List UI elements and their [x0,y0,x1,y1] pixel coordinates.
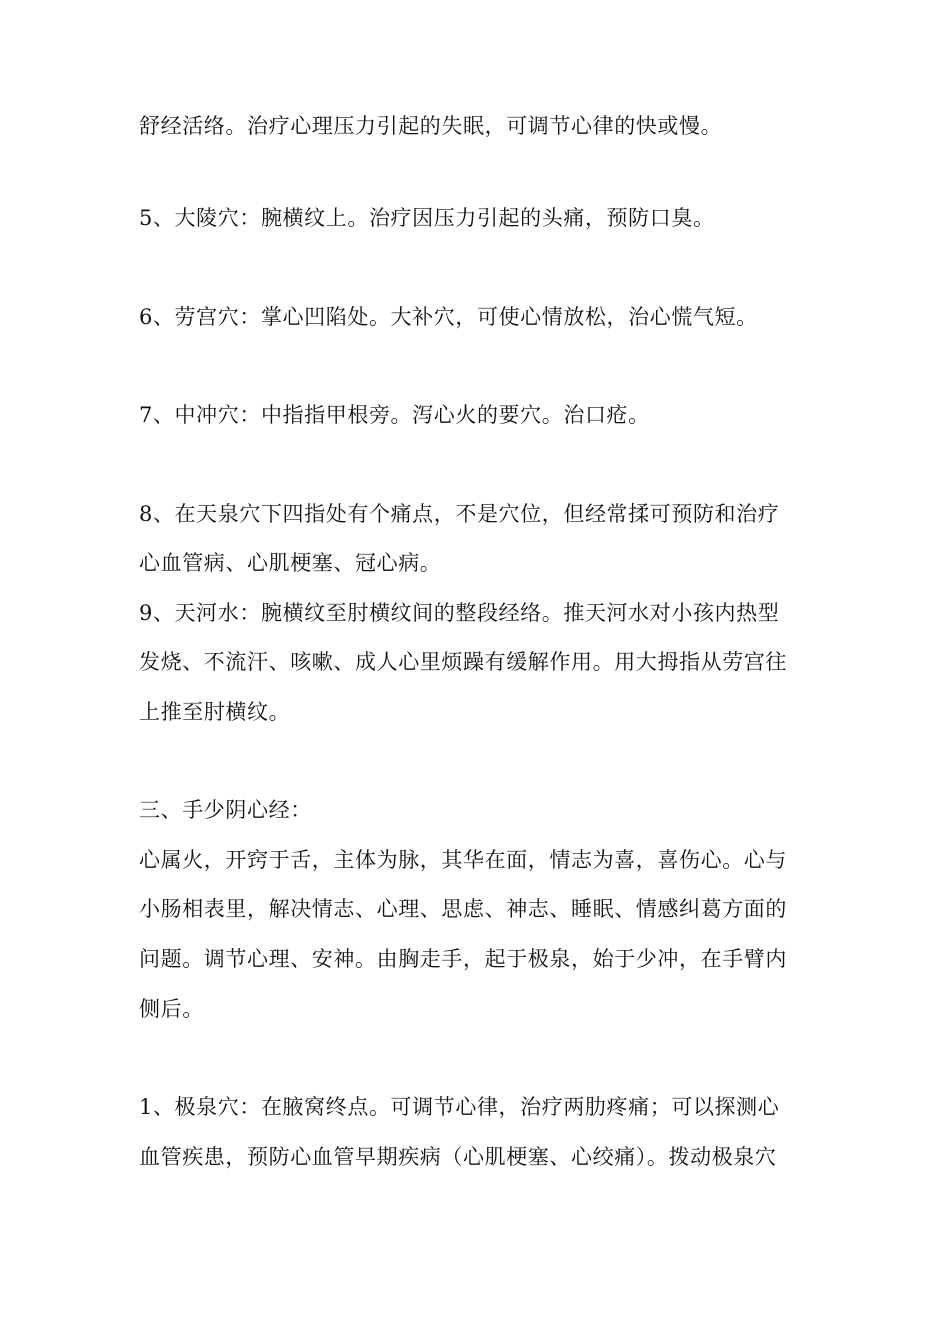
text-line: 1、极泉穴：在腋窝终点。可调节心律，治疗两肋疼痛；可以探测心 [139,1095,780,1119]
text-line: 心血管病、心肌梗塞、冠心病。 [139,551,442,575]
text-line: 舒经活络。治疗心理压力引起的失眠，可调节心律的快或慢。 [139,114,723,138]
text-line: 6、劳宫穴：掌心凹陷处。大补穴，可使心情放松，治心慌气短。 [139,305,758,329]
text-line: 小肠相表里，解决情志、心理、思虑、神志、睡眠、情感纠葛方面的 [139,897,787,921]
text-line: 侧后。 [139,997,204,1021]
text-line: 发烧、不流汗、咳嗽、成人心里烦躁有缓解作用。用大拇指从劳宫往 [139,650,787,674]
text-line: 5、大陵穴：腕横纹上。治疗因压力引起的头痛，预防口臭。 [139,206,715,230]
text-line: 9、天河水：腕横纹至肘横纹间的整段经络。推天河水对小孩内热型 [139,601,780,625]
text-line: 8、在天泉穴下四指处有个痛点，不是穴位，但经常揉可预防和治疗 [139,502,780,526]
text-line: 上推至肘横纹。 [139,700,291,724]
section-heading: 三、手少阴心经： [139,798,312,822]
text-line: 血管疾患，预防心血管早期疾病（心肌梗塞、心绞痛）。拨动极泉穴 [139,1145,777,1169]
text-line: 7、中冲穴：中指指甲根旁。泻心火的要穴。治口疮。 [139,403,650,427]
text-line: 问题。调节心理、安神。由胸走手，起于极泉，始于少冲，在手臂内 [139,947,787,971]
text-line: 心属火，开窍于舌，主体为脉，其华在面，情志为喜，喜伤心。心与 [139,848,787,872]
